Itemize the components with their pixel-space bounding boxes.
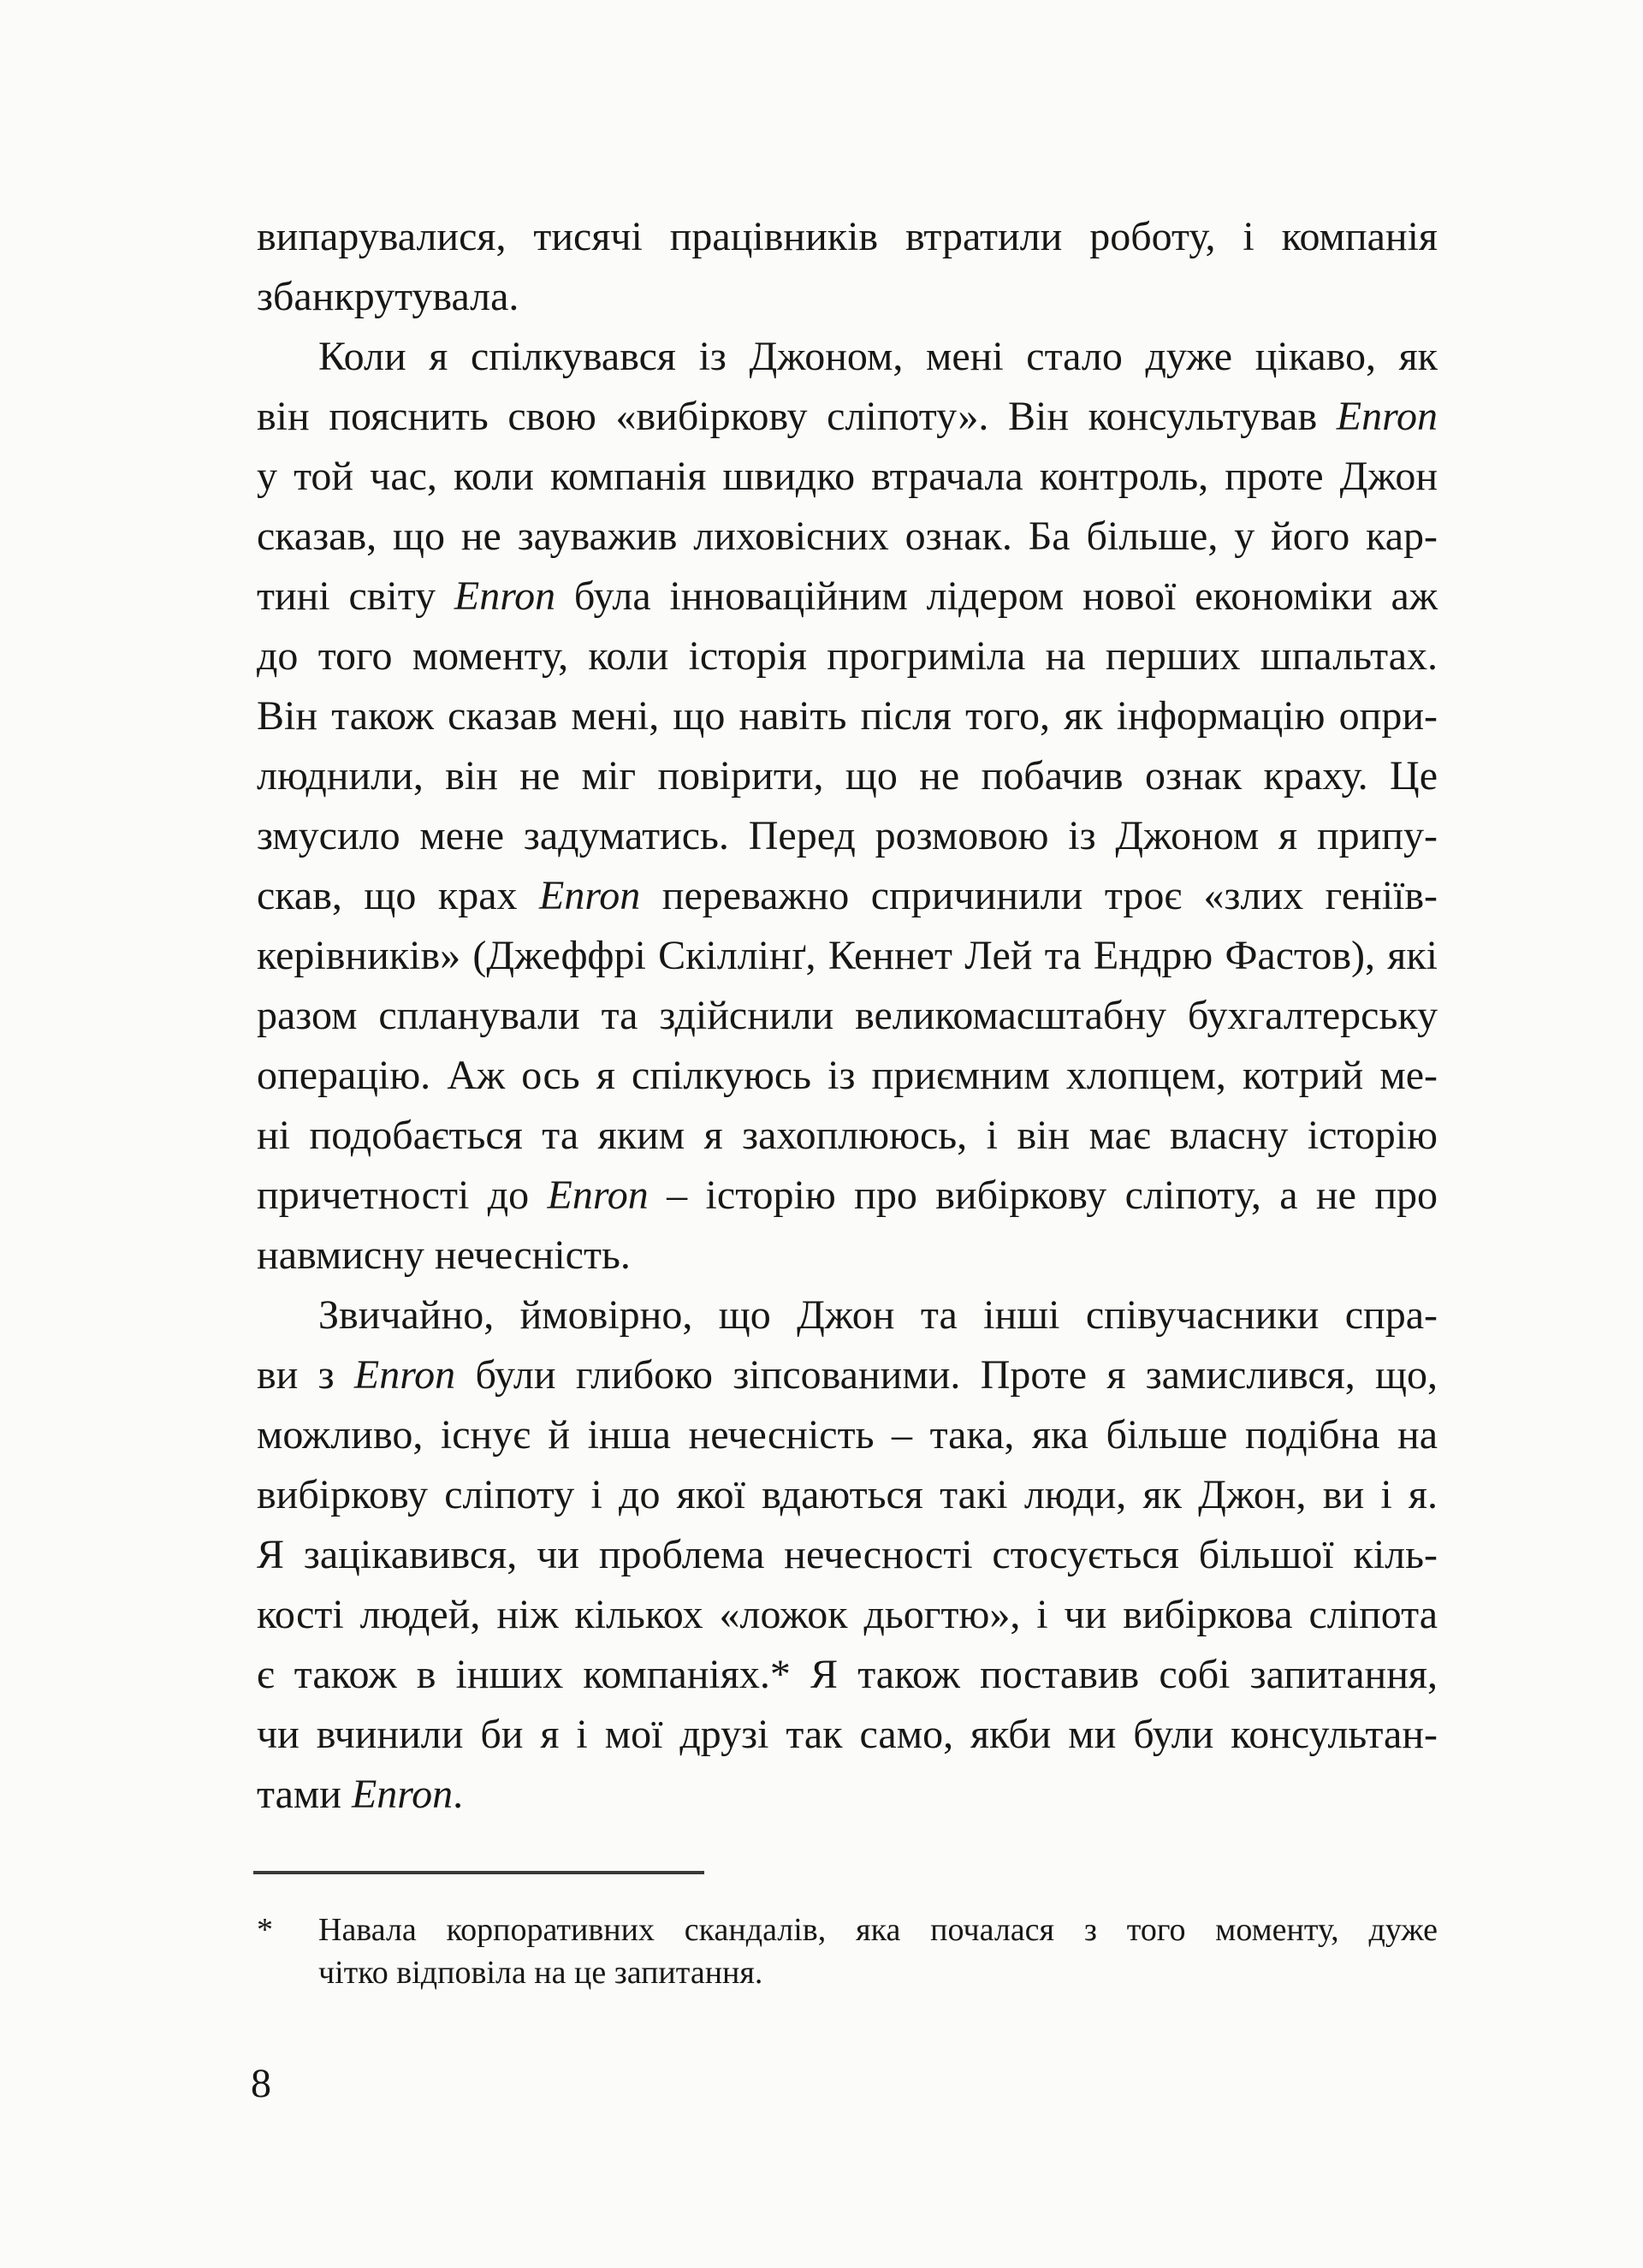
footnote-line: чітко відповіла на це запитання. xyxy=(318,1955,763,1991)
page-number: 8 xyxy=(251,2061,271,2106)
text-line: Він також сказав мені, що навіть після того, як інформацію опри- xyxy=(257,693,1438,739)
text-line: сказав, що не зауважив лиховісних ознак. Ба більше, у його кар- xyxy=(257,514,1438,559)
text-line: Я зацікавився, чи проблема нечесності стосується більшої кіль- xyxy=(257,1532,1438,1577)
text-line: є також в інших компаніях.* Я також поставив собі запитання, xyxy=(257,1652,1438,1697)
text-line: Звичайно, ймовірно, що Джон та інші співучасники спра- xyxy=(318,1292,1438,1338)
text-line: він пояснить свою «вибіркову сліпоту». Він консультував Enron xyxy=(257,394,1438,439)
text-line: тині світу Enron була інноваційним лідером нової економіки аж xyxy=(257,573,1438,619)
footnote-divider xyxy=(253,1871,704,1874)
text-line: ні подобається та яким я захоплююсь, і він має власну історію xyxy=(257,1113,1438,1158)
footnote xyxy=(257,1909,1438,1994)
text-line: чи вчинили би я і мої друзі так само, якби ми були консультан- xyxy=(257,1712,1438,1757)
text-line: причетності до Enron – історію про вибіркову сліпоту, а не про xyxy=(257,1173,1438,1218)
text-line: операцію. Аж ось я спілкуюсь із приємним хлопцем, котрий ме- xyxy=(257,1053,1438,1098)
footnote-line: Навала корпоративних скандалів, яка почалася з того моменту, дуже xyxy=(318,1912,1438,1948)
text-line: випарувалися, тисячі працівників втратили роботу, і компанія xyxy=(257,214,1438,259)
text-line: тами Enron. xyxy=(257,1772,464,1817)
footnote-marker: * xyxy=(257,1912,273,1948)
text-line: вибіркову сліпоту і до якої вдаються такі люди, як Джон, ви і я. xyxy=(257,1472,1438,1517)
body-text xyxy=(257,207,1438,1825)
text-line: змусило мене задуматись. Перед розмовою із Джоном я припу- xyxy=(257,813,1438,858)
text-line: кості людей, ніж кількох «ложок дьогтю», і чи вибіркова сліпота xyxy=(257,1592,1438,1637)
footnote-text xyxy=(318,1909,1438,1994)
text-line: Коли я спілкувався із Джоном, мені стало дуже цікаво, як xyxy=(318,334,1438,379)
text-line: скав, що крах Enron переважно спричинили троє «злих геніїв- xyxy=(257,873,1438,918)
text-line: люднили, він не міг повірити, що не побачив ознак краху. Це xyxy=(257,753,1438,799)
text-line: керівників» (Джеффрі Скіллінґ, Кеннет Лей та Ендрю Фастов), які xyxy=(257,933,1438,978)
text-line: навмисну нечесність. xyxy=(257,1232,631,1278)
text-line: ви з Enron були глибоко зіпсованими. Проте я замислився, що, xyxy=(257,1352,1438,1398)
text-line: разом спланували та здійснили великомасштабну бухгалтерську xyxy=(257,993,1438,1038)
text-line: у той час, коли компанія швидко втрачала контроль, проте Джон xyxy=(257,454,1438,499)
text-line: можливо, існує й інша нечесність – така, яка більше подібна на xyxy=(257,1412,1438,1458)
text-line: до того моменту, коли історія прогриміла на перших шпальтах. xyxy=(257,633,1438,679)
text-line: збанкрутувала. xyxy=(257,274,519,319)
